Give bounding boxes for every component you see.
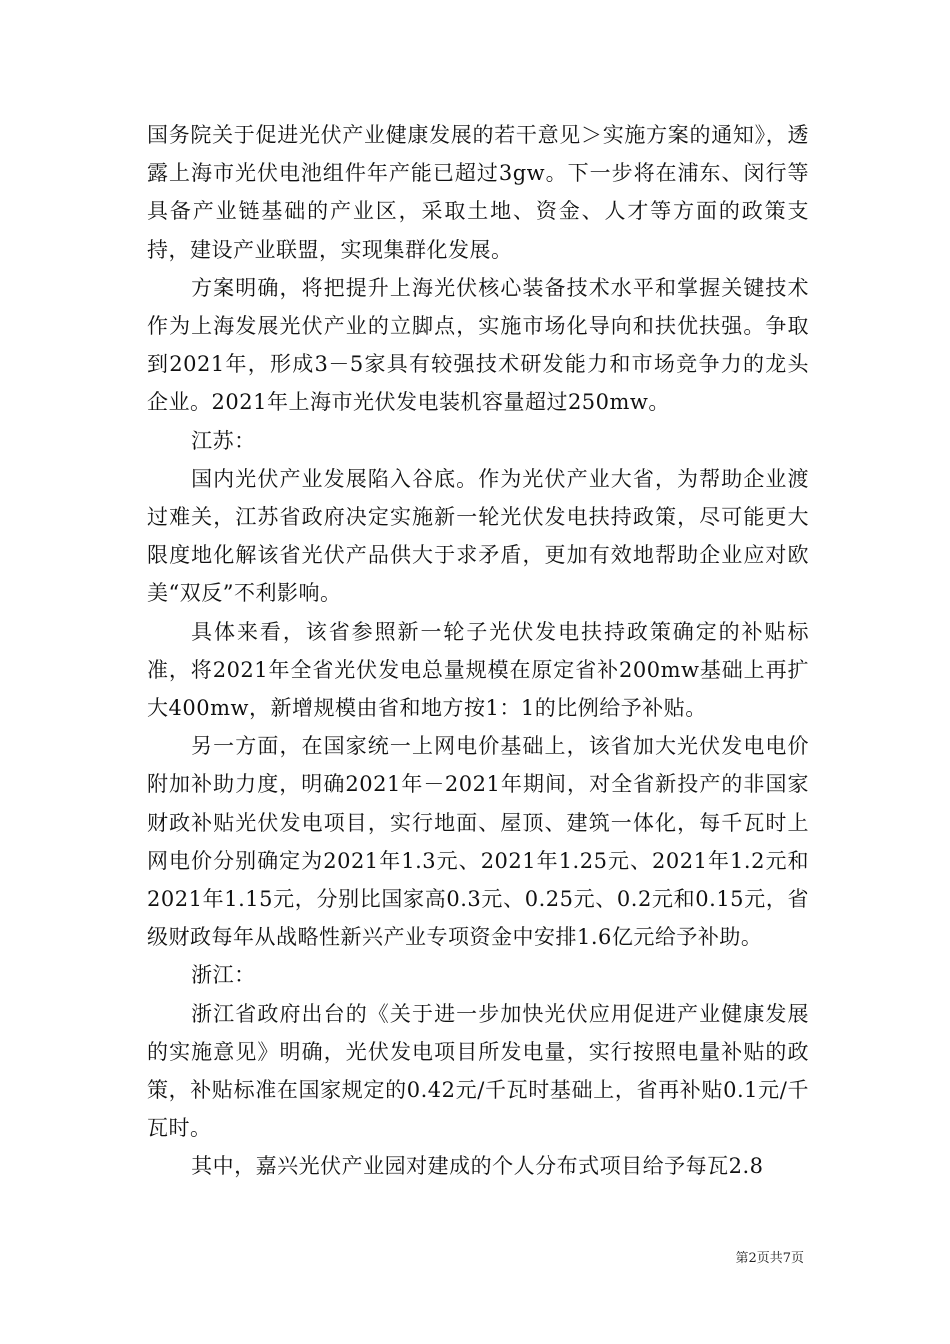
paragraph-1: 国务院关于促进光伏产业健康发展的若干意见＞实施方案的通知》，透露上海市光伏电池组件年产能已超过3gw。下一步将在浦东、闵行等具备产业链基础的产业区，采取土地、资金、人才等方面的政策支持，建设产业联盟，实现集群化发展。 — [147, 123, 809, 262]
paragraph-5: 另一方面，在国家统一上网电价基础上，该省加大光伏发电电价附加补助力度，明确2021年－2021年期间，对全省新投产的非国家财政补贴光伏发电项目，实行地面、屋顶、建筑一体化，每千瓦时上网电价分别确定为2021年1.3元、2021年1.25元、2021年1.2元和2021年1.15元，分别比国家高0.3元、0.25元、0.2元和0.15元，省级财政每年从战略性新兴产业专项资金中安排1.6亿元给予补助。 — [147, 734, 809, 950]
paragraph-4: 具体来看，该省参照新一轮子光伏发电扶持政策确定的补贴标准，将2021年全省光伏发电总量规模在原定省补200mw基础上再扩大400mw，新增规模由省和地方按1：1的比例给予补贴。 — [147, 619, 809, 721]
paragraph-6: 浙江省政府出台的《关于进一步加快光伏应用促进产业健康发展的实施意见》明确，光伏发电项目所发电量，实行按照电量补贴的政策，补贴标准在国家规定的0.42元/千瓦时基础上，省再补贴0.1元/千瓦时。 — [147, 1001, 809, 1141]
document-body — [147, 116, 809, 1186]
paragraph-3: 国内光伏产业发展陷入谷底。作为光伏产业大省，为帮助企业渡过难关，江苏省政府决定实施新一轮光伏发电扶持政策，尽可能更大限度地化解该省光伏产品供大于求矛盾，更加有效地帮助企业应对欧美“双反”不利影响。 — [147, 466, 809, 606]
paragraph-2: 方案明确，将把提升上海光伏核心装备技术水平和掌握关键技术作为上海发展光伏产业的立脚点，实施市场化导向和扶优扶强。争取到2021年，形成3－5家具有较强技术研发能力和市场竞争力的龙头企业。2021年上海市光伏发电装机容量超过250mw。 — [147, 275, 809, 415]
section-heading-zhejiang: 浙江： — [191, 963, 256, 988]
page-number — [735, 1247, 804, 1266]
paragraph-7: 其中，嘉兴光伏产业园对建成的个人分布式项目给予每瓦2.8 — [191, 1154, 764, 1179]
page-number-label: 第2页共7页 — [735, 1251, 804, 1266]
section-heading-jiangsu: 江苏： — [191, 428, 256, 453]
